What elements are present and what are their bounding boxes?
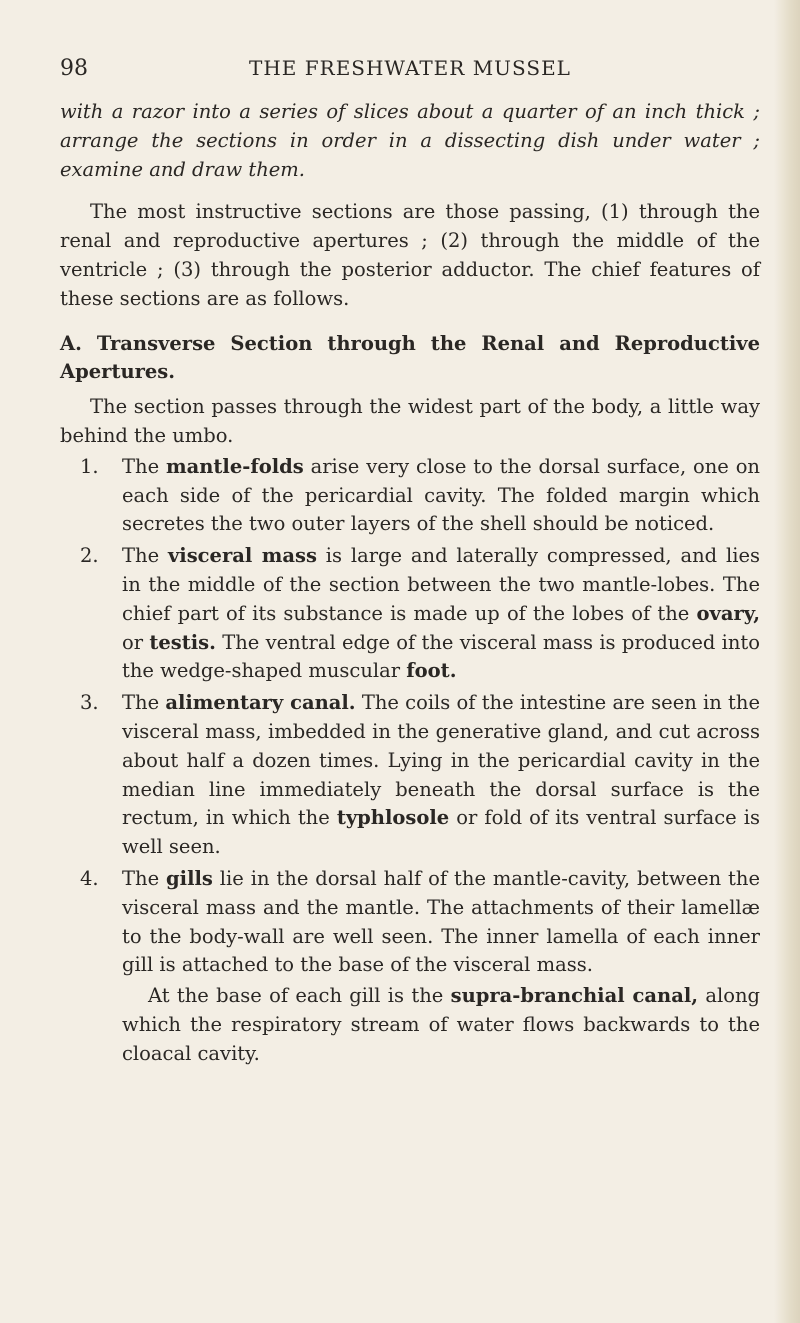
- item-continuation: [122, 982, 760, 1068]
- item-text: The: [122, 866, 167, 890]
- section-a-heading: A. Transverse Section through the Renal and Reproductive Apertures.: [60, 331, 760, 384]
- item-number: 2.: [80, 544, 99, 568]
- item-text: The coils of the intestine are seen in the visceral mass, imbedded in the generative gland, and cut across about half a dozen times. Lying in the pericardial cavity in the median line immediately beneath the dorsal surface is the rectum, in which the: [122, 691, 760, 830]
- item-text: The ventral edge of the visceral mass is produced into the wedge-shaped muscular: [122, 630, 761, 683]
- term-foot: foot.: [406, 659, 457, 683]
- item-number: 3.: [80, 691, 99, 715]
- item-text: arise very close to the dorsal surface, one on each side of the pericardial cavity. The folded margin which secretes the two outer layers of the shell should be noticed.: [122, 454, 760, 536]
- item-text: is large and laterally compressed, and lies in the middle of the section between the two mantle-lobes. The chief part of its substance is made up of the lobes of the: [122, 544, 760, 625]
- item-text: The: [122, 544, 168, 568]
- term-ovary: ovary,: [696, 601, 760, 625]
- paragraph-sections: The most instructive sections are those passing, (1) through the renal and reproductive apertures ; (2) through the middle of the ventricle ; (3) through the posterior adductor. The chief features of these sections are as follows.: [60, 200, 760, 310]
- item-number: 1.: [80, 454, 99, 478]
- list-item: [60, 453, 760, 539]
- section-a-intro: The section passes through the widest part of the body, a little way behind the umbo.: [60, 395, 760, 447]
- term-alimentary-canal: alimentary canal.: [165, 691, 356, 715]
- feature-list: [60, 453, 760, 1069]
- item-text: At the base of each gill is the: [148, 984, 451, 1008]
- item-text: along which the respiratory stream of water flows backwards to the cloacal cavity.: [122, 984, 760, 1065]
- page-body: [60, 98, 760, 1072]
- page-number: 98: [60, 56, 88, 81]
- item-text: or: [122, 630, 150, 654]
- intro-instructions: with a razor into a series of slices about a quarter of an inch thick ; arrange the sections in order in a dissecting dish under water ; examine and draw them.: [60, 100, 760, 181]
- list-item: [60, 542, 760, 686]
- term-testis: testis.: [149, 630, 216, 654]
- term-visceral-mass: visceral mass: [167, 544, 317, 568]
- page-header: [60, 56, 760, 84]
- list-item: [60, 865, 760, 1069]
- item-text: or fold of its ventral surface is well seen.: [122, 806, 760, 859]
- item-text: The: [122, 454, 166, 478]
- item-number: 4.: [80, 866, 99, 890]
- page-edge-shadow: [774, 0, 800, 1323]
- term-mantle-folds: mantle-folds: [165, 454, 304, 478]
- term-gills: gills: [166, 866, 213, 890]
- item-text: The: [122, 691, 166, 715]
- term-supra-branchial-canal: supra-branchial canal,: [450, 984, 699, 1008]
- item-text: lie in the dorsal half of the mantle-cavity, between the visceral mass and the mantle. The attachments of their lamellæ to the body-wall are well seen. The inner lamella of each inner gill is attached to the base of the visceral mass.: [122, 866, 760, 977]
- list-item: [60, 689, 760, 862]
- running-head: THE FRESHWATER MUSSEL: [249, 56, 571, 80]
- term-typhlosole: typhlosole: [336, 806, 450, 830]
